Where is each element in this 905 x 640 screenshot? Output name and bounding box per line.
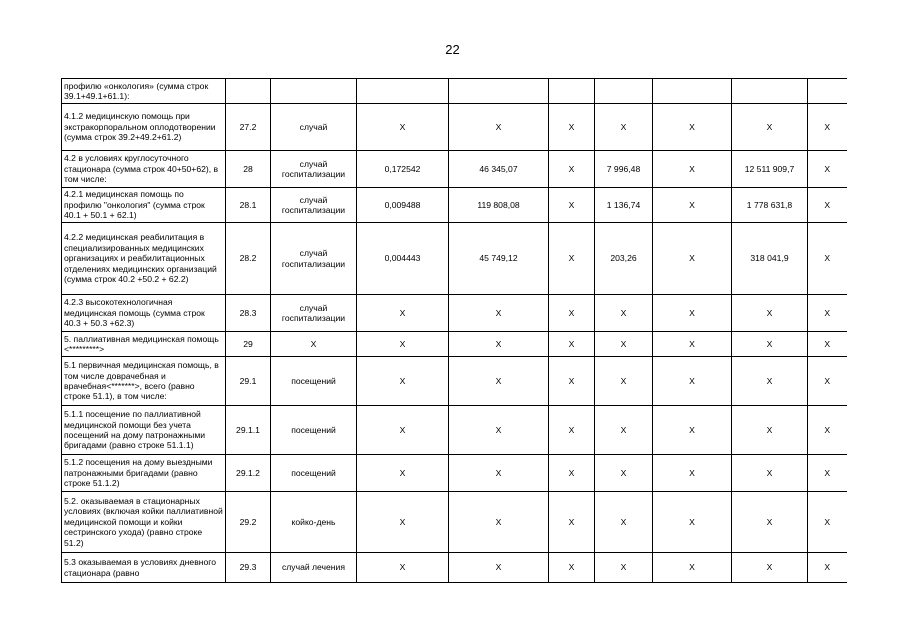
row-code: 27.2 bbox=[226, 104, 271, 151]
row-unit: случай госпитализации bbox=[271, 188, 357, 223]
row-description: 4.2.2 медицинская реабилитация в специализированных медицинских организациях и реабилитационных отделениях медицинских организаций (сумма строк 40.2 +50.2 + 62.2) bbox=[62, 223, 226, 295]
row-value: X bbox=[732, 104, 808, 151]
row-value bbox=[595, 79, 653, 104]
row-value: X bbox=[595, 553, 653, 583]
row-value: X bbox=[549, 332, 595, 357]
row-value: 318 041,9 bbox=[732, 223, 808, 295]
row-description: 5.3 оказываемая в условиях дневного стационара (равно bbox=[62, 553, 226, 583]
row-value: X bbox=[357, 332, 449, 357]
row-value: X bbox=[549, 553, 595, 583]
row-value bbox=[808, 79, 847, 104]
row-value: X bbox=[449, 406, 549, 455]
row-description: 4.1.2 медицинскую помощь при экстракорпоральном оплодотворении (сумма строк 39.2+49.2+61.2) bbox=[62, 104, 226, 151]
row-value: X bbox=[653, 455, 732, 492]
table-row bbox=[62, 79, 847, 104]
row-code: 28 bbox=[226, 151, 271, 188]
row-unit: случай госпитализации bbox=[271, 151, 357, 188]
row-value: 45 749,12 bbox=[449, 223, 549, 295]
table-row bbox=[62, 553, 847, 583]
table-row bbox=[62, 223, 847, 295]
row-value: X bbox=[357, 455, 449, 492]
row-unit: случай bbox=[271, 104, 357, 151]
row-unit: посещений bbox=[271, 357, 357, 406]
table-row bbox=[62, 455, 847, 492]
row-value: X bbox=[449, 553, 549, 583]
row-code: 29 bbox=[226, 332, 271, 357]
row-value: X bbox=[595, 406, 653, 455]
row-unit: X bbox=[271, 332, 357, 357]
row-unit: случай госпитализации bbox=[271, 295, 357, 332]
row-code: 29.1.2 bbox=[226, 455, 271, 492]
row-unit: случай лечения bbox=[271, 553, 357, 583]
row-value: X bbox=[595, 104, 653, 151]
row-value: 7 996,48 bbox=[595, 151, 653, 188]
table-row bbox=[62, 188, 847, 223]
row-value: X bbox=[808, 553, 847, 583]
row-code bbox=[226, 79, 271, 104]
row-value: 1 778 631,8 bbox=[732, 188, 808, 223]
row-value: X bbox=[808, 406, 847, 455]
row-value: X bbox=[449, 455, 549, 492]
row-value: X bbox=[595, 332, 653, 357]
row-value: X bbox=[808, 151, 847, 188]
row-value: X bbox=[808, 223, 847, 295]
table-row bbox=[62, 295, 847, 332]
row-value: X bbox=[549, 455, 595, 492]
row-description: 4.2.3 высокотехнологичная медицинская помощь (сумма строк 40.3 + 50.3 +62.3) bbox=[62, 295, 226, 332]
row-code: 28.1 bbox=[226, 188, 271, 223]
row-value: X bbox=[653, 151, 732, 188]
row-value: X bbox=[653, 104, 732, 151]
row-value: X bbox=[549, 406, 595, 455]
data-table bbox=[61, 78, 847, 583]
row-value: X bbox=[595, 492, 653, 553]
row-unit: посещений bbox=[271, 455, 357, 492]
row-code: 29.1.1 bbox=[226, 406, 271, 455]
row-description: 5. паллиативная медицинская помощь <*********> bbox=[62, 332, 226, 357]
row-code: 29.3 bbox=[226, 553, 271, 583]
row-value bbox=[653, 79, 732, 104]
row-value: X bbox=[449, 357, 549, 406]
row-value: X bbox=[808, 188, 847, 223]
table-row bbox=[62, 357, 847, 406]
row-code: 28.2 bbox=[226, 223, 271, 295]
row-value: 0,172542 bbox=[357, 151, 449, 188]
row-value: X bbox=[808, 104, 847, 151]
row-value: X bbox=[357, 406, 449, 455]
row-value: X bbox=[357, 295, 449, 332]
row-value: X bbox=[653, 553, 732, 583]
row-value bbox=[357, 79, 449, 104]
row-code: 29.1 bbox=[226, 357, 271, 406]
row-value: 46 345,07 bbox=[449, 151, 549, 188]
row-value: X bbox=[357, 492, 449, 553]
table-row bbox=[62, 332, 847, 357]
row-value: X bbox=[732, 492, 808, 553]
row-value: 12 511 909,7 bbox=[732, 151, 808, 188]
row-code: 28.3 bbox=[226, 295, 271, 332]
row-value: X bbox=[449, 332, 549, 357]
row-description: 4.2.1 медицинская помощь по профилю "онкология" (сумма строк 40.1 + 50.1 + 62.1) bbox=[62, 188, 226, 223]
table-row bbox=[62, 104, 847, 151]
row-value: X bbox=[549, 223, 595, 295]
row-value: X bbox=[595, 357, 653, 406]
row-value: X bbox=[653, 357, 732, 406]
row-value: X bbox=[653, 295, 732, 332]
row-value: X bbox=[549, 357, 595, 406]
row-unit bbox=[271, 79, 357, 104]
row-description: 5.1.1 посещение по паллиативной медицинской помощи без учета посещений на дому патронажными бригадами (равно строке 51.1.1) bbox=[62, 406, 226, 455]
row-unit: койко-день bbox=[271, 492, 357, 553]
row-value: X bbox=[653, 223, 732, 295]
row-description: профилю «онкология» (сумма строк 39.1+49.1+61.1): bbox=[62, 79, 226, 104]
row-value: X bbox=[732, 295, 808, 332]
row-value: X bbox=[732, 332, 808, 357]
row-value: X bbox=[549, 295, 595, 332]
row-value: X bbox=[653, 188, 732, 223]
row-value: X bbox=[549, 188, 595, 223]
row-value: X bbox=[732, 357, 808, 406]
row-value: X bbox=[732, 553, 808, 583]
row-value: X bbox=[449, 104, 549, 151]
row-value: X bbox=[653, 332, 732, 357]
row-value: X bbox=[595, 455, 653, 492]
table-row bbox=[62, 492, 847, 553]
row-value: X bbox=[549, 492, 595, 553]
row-value: 119 808,08 bbox=[449, 188, 549, 223]
row-value: X bbox=[357, 357, 449, 406]
row-unit: случай госпитализации bbox=[271, 223, 357, 295]
row-value bbox=[449, 79, 549, 104]
row-value: X bbox=[357, 553, 449, 583]
row-value: X bbox=[449, 492, 549, 553]
row-value: X bbox=[653, 406, 732, 455]
table-row bbox=[62, 406, 847, 455]
row-value: X bbox=[808, 332, 847, 357]
row-description: 5.2. оказываемая в стационарных условиях (включая койки паллиативной медицинской помощи и койки сестринского ухода) (равно строке 51.2) bbox=[62, 492, 226, 553]
row-value: X bbox=[808, 492, 847, 553]
row-value: X bbox=[449, 295, 549, 332]
row-value bbox=[732, 79, 808, 104]
page-number: 22 bbox=[445, 42, 460, 57]
row-value: X bbox=[653, 492, 732, 553]
row-value: X bbox=[808, 357, 847, 406]
row-description: 5.1 первичная медицинская помощь, в том числе доврачебная и врачебная<*******>, всего (равно строке 51.1), в том числе: bbox=[62, 357, 226, 406]
row-value: 0,009488 bbox=[357, 188, 449, 223]
row-value: X bbox=[808, 455, 847, 492]
row-value: X bbox=[549, 151, 595, 188]
row-description: 4.2 в условиях круглосуточного стационара (сумма строк 40+50+62), в том числе: bbox=[62, 151, 226, 188]
row-unit: посещений bbox=[271, 406, 357, 455]
row-value: X bbox=[732, 406, 808, 455]
row-value: X bbox=[595, 295, 653, 332]
row-description: 5.1.2 посещения на дому выездными патронажными бригадами (равно строке 51.1.2) bbox=[62, 455, 226, 492]
row-value: X bbox=[549, 104, 595, 151]
row-value: 203,26 bbox=[595, 223, 653, 295]
row-value bbox=[549, 79, 595, 104]
row-value: X bbox=[357, 104, 449, 151]
table-row bbox=[62, 151, 847, 188]
row-value: X bbox=[732, 455, 808, 492]
row-code: 29.2 bbox=[226, 492, 271, 553]
row-value: 0,004443 bbox=[357, 223, 449, 295]
row-value: 1 136,74 bbox=[595, 188, 653, 223]
row-value: X bbox=[808, 295, 847, 332]
